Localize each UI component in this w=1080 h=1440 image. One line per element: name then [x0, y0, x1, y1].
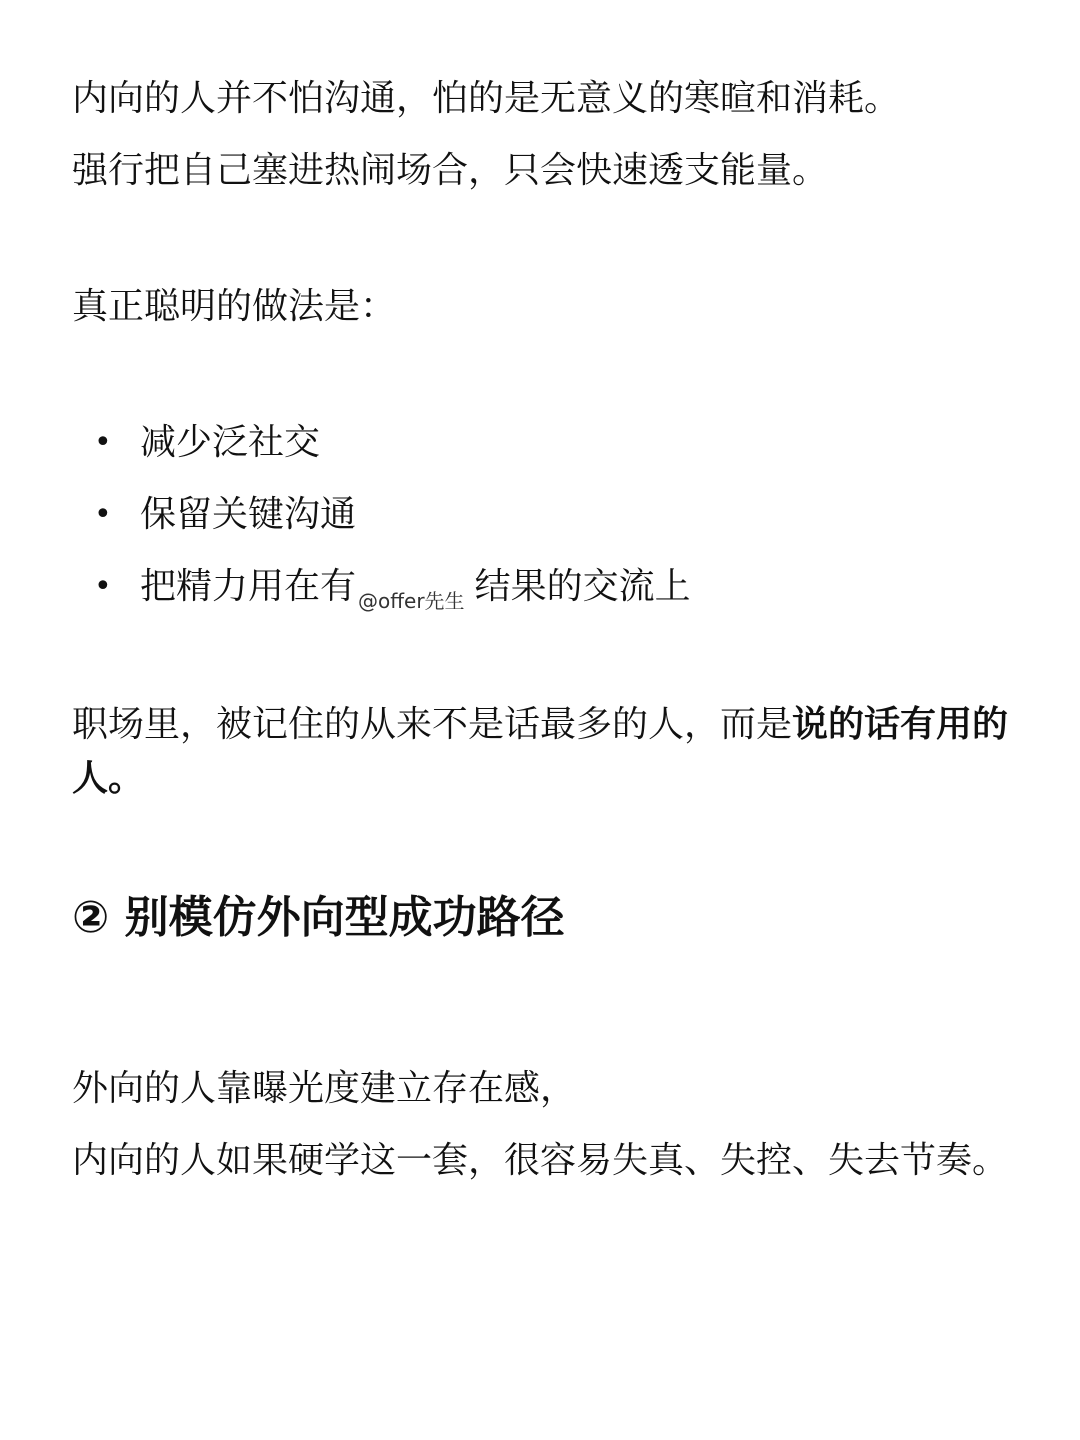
bullet-text-before: 把精力用在有	[140, 566, 357, 607]
bullet-text	[140, 560, 691, 628]
workplace-normal-text: 职场里，被记住的从来不是话最多的人，而是	[72, 704, 793, 745]
workplace-bold-text: 说的话有用的人。	[72, 704, 1009, 799]
section-2-heading: ② 别模仿外向型成功路径	[72, 892, 565, 943]
bullet-dot: •	[94, 569, 112, 604]
smart-approach-label: 真正聪明的做法是：	[72, 286, 397, 327]
bullet-text-after: 结果的交流上	[474, 566, 691, 607]
extro-line-2: 内向的人如果硬学这一套，很容易失真、失控、失去节奏。	[72, 1140, 1009, 1181]
bullet-text: 保留关键沟通	[140, 494, 357, 535]
bullet-dot: •	[94, 497, 112, 532]
workplace-paragraph	[72, 698, 1012, 806]
intro-line-2: 强行把自己塞进热闹场合，只会快速透支能量。	[72, 150, 829, 191]
watermark-text: @offer先生	[358, 589, 465, 613]
bullet-dot: •	[94, 425, 112, 460]
extro-line-1: 外向的人靠曝光度建立存在感，	[72, 1068, 577, 1109]
bullet-text: 减少泛社交	[140, 422, 321, 463]
intro-line-1: 内向的人并不怕沟通，怕的是无意义的寒暄和消耗。	[72, 78, 901, 119]
